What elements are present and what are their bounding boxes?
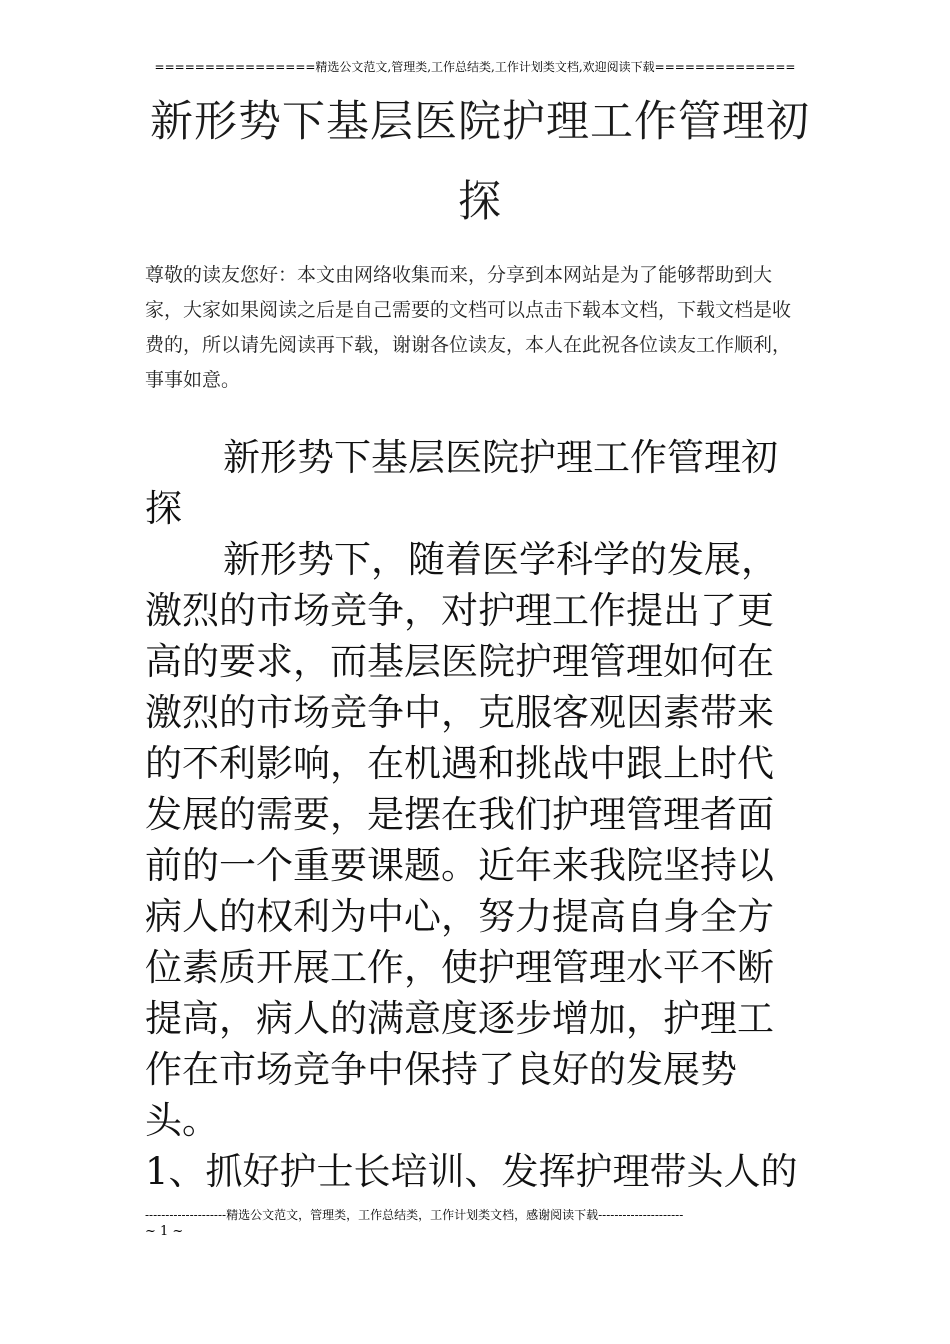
title-line-1: 新形势下基层医院护理工作管理初 <box>150 97 810 147</box>
article-body <box>145 432 810 1197</box>
document-title <box>140 82 820 242</box>
reader-notice: 尊敬的读友您好：本文由网络收集而来，分享到本网站是为了能够帮助到大家，大家如果阅读之后是自己需要的文档可以点击下载本文档，下载文档是收费的，所以请先阅读再下载，谢谢各位读友，本人在此祝各位读友工作顺利，事事如意。 <box>145 264 792 391</box>
article-paragraph: 新形势下，随着医学科学的发展，激烈的市场竞争，对护理工作提出了更高的要求，而基层医院护理管理如何在激烈的市场竞争中，克服客观因素带来的不利影响，在机遇和挑战中跟上时代发展的需要，是摆在我们护理管理者面前的一个重要课题。近年来我院坚持以病人的权利为中心，努力提高自身全方位素质开展工作，使护理管理水平不断提高，病人的满意度逐步增加，护理工作在市场竞争中保持了良好的发展势头。 <box>145 538 778 1142</box>
page-header: ================精选公文范文,管理类,工作总结类,工作计划类文档,欢迎阅读下载============== <box>154 60 796 74</box>
article-subtitle: 新形势下基层医院护理工作管理初探 <box>145 436 778 530</box>
title-line-2: 探 <box>458 177 502 227</box>
page-number: ~ 1 ~ <box>145 1224 184 1239</box>
page-footer: --------------------精选公文范文，管理类，工作总结类，工作计划类文档，感谢阅读下载--------------------- <box>145 1208 684 1222</box>
section-heading: 1、抓好护士长培训、发挥护理带头人的 <box>145 1150 798 1193</box>
